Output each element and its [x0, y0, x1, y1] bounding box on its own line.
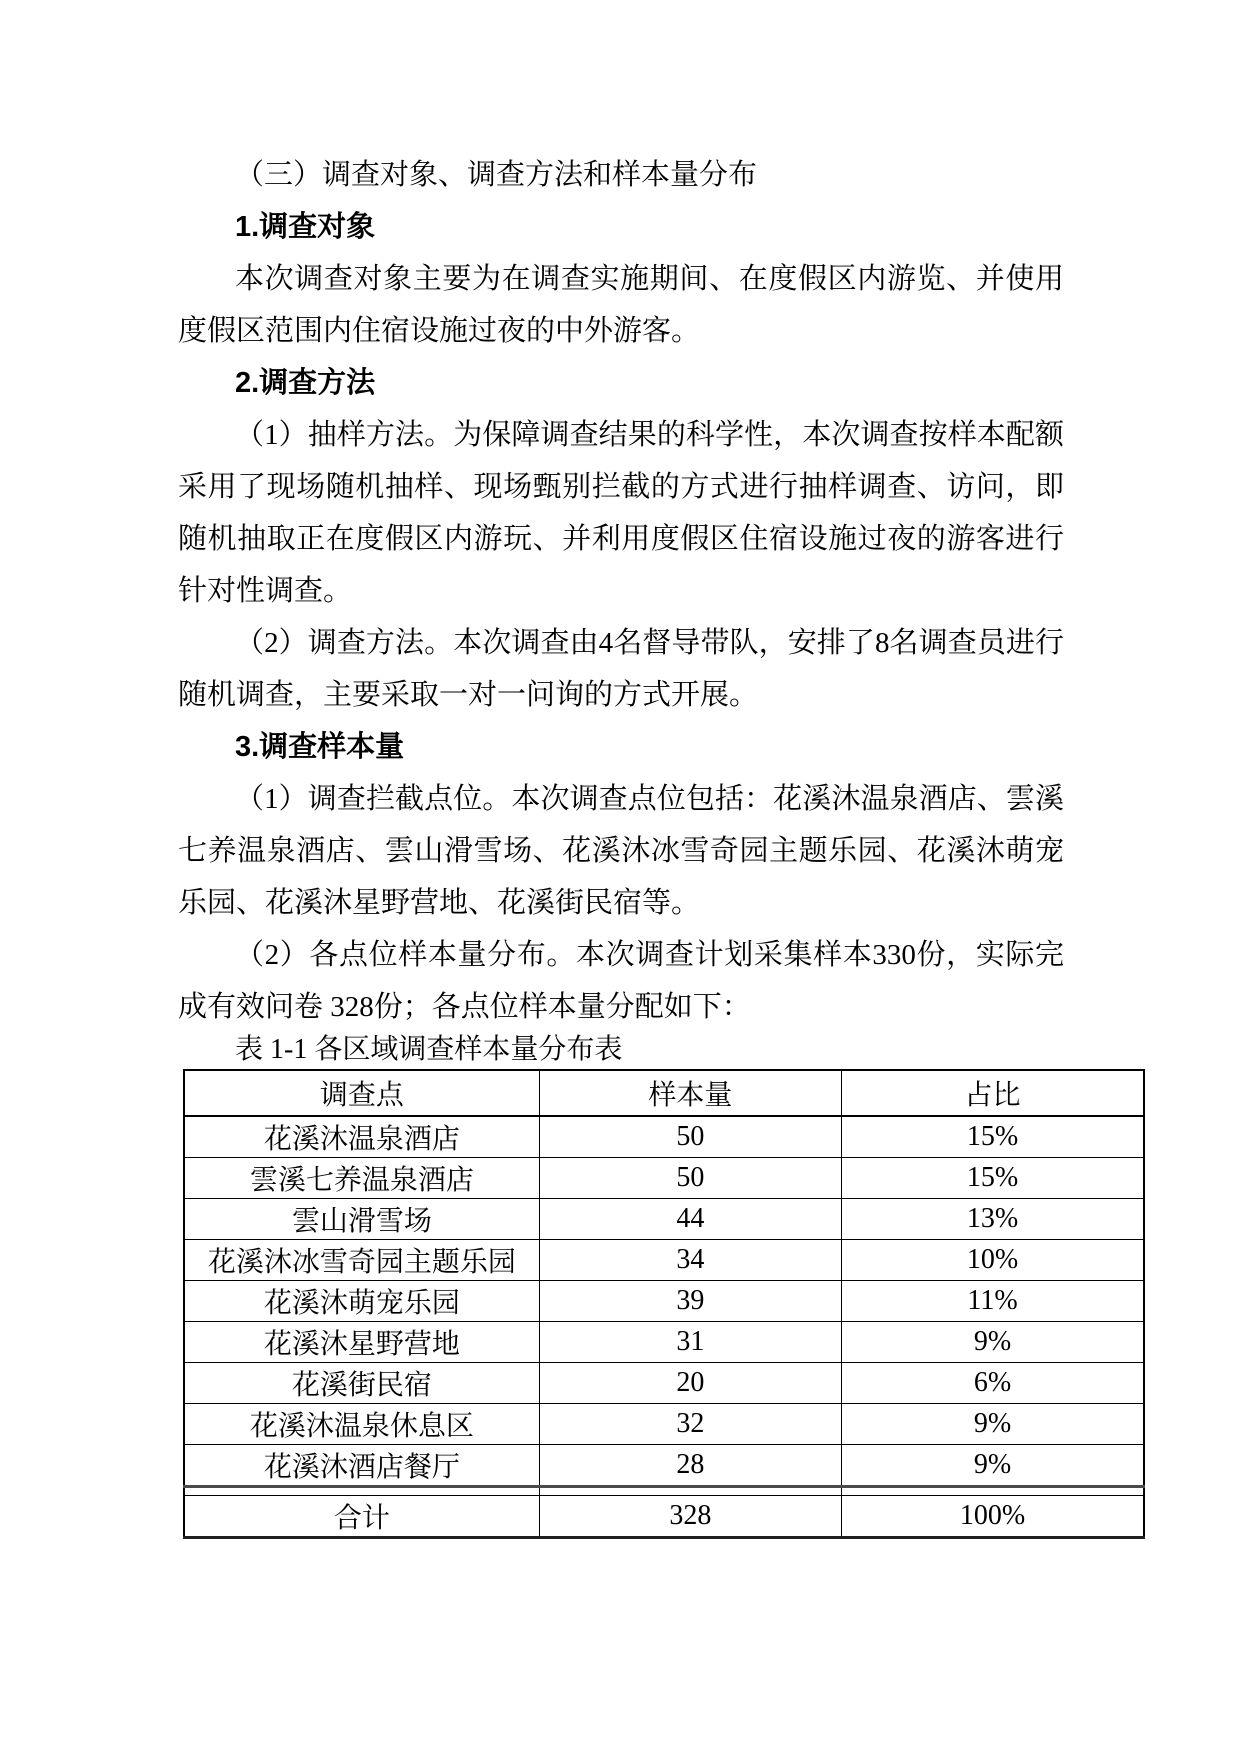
- table-row: [184, 1445, 1144, 1487]
- table-row: [184, 1158, 1144, 1199]
- table-cell: 9%: [842, 1445, 1144, 1487]
- table-cell: 6%: [842, 1363, 1144, 1404]
- table-cell: 31: [539, 1322, 841, 1363]
- paragraph-line: 随机调查，主要采取一对一问询的方式开展。: [178, 679, 759, 711]
- paragraph-line: （2）各点位样本量分布。本次调查计划采集样本330份，实际完: [235, 939, 1064, 971]
- table-cell: 雲溪七养温泉酒店: [184, 1158, 539, 1199]
- table-total-cell: 合计: [184, 1496, 539, 1538]
- table-cell: 花溪沐温泉休息区: [184, 1404, 539, 1445]
- paragraph-line: 随机抽取正在度假区内游玩、并利用度假区住宿设施过夜的游客进行: [178, 523, 1064, 555]
- paragraph-line: 采用了现场随机抽样、现场甄别拦截的方式进行抽样调查、访问，即: [178, 471, 1064, 503]
- total-separator-row: [184, 1487, 1144, 1496]
- table-row: [184, 1199, 1144, 1240]
- subsection-heading: 2.调查方法: [235, 367, 376, 399]
- table-header: [184, 1070, 1144, 1116]
- table-cell: 39: [539, 1281, 841, 1322]
- table-header-cell: 调查点: [184, 1070, 539, 1116]
- table-cell: 花溪街民宿: [184, 1363, 539, 1404]
- total-separator-cell: [842, 1487, 1144, 1496]
- paragraph-line: 成有效问卷 328份；各点位样本量分配如下：: [178, 991, 751, 1023]
- table-cell: 9%: [842, 1404, 1144, 1445]
- table-cell: 20: [539, 1363, 841, 1404]
- table-total-cell: 100%: [842, 1496, 1144, 1538]
- table-total-cell: 328: [539, 1496, 841, 1538]
- subsection-heading: 1.调查对象: [235, 211, 376, 243]
- table-cell: 32: [539, 1404, 841, 1445]
- sample-distribution-table: [183, 1069, 1145, 1539]
- table-cell: 28: [539, 1445, 841, 1487]
- paragraph-line: 本次调查对象主要为在调查实施期间、在度假区内游览、并使用: [235, 263, 1064, 295]
- table-cell: 44: [539, 1199, 841, 1240]
- table-header-row: [184, 1070, 1144, 1116]
- table-cell: 花溪沐冰雪奇园主题乐园: [184, 1240, 539, 1281]
- paragraph-line: （1）调查拦截点位。本次调查点位包括：花溪沐温泉酒店、雲溪: [235, 783, 1064, 815]
- table-body: [184, 1116, 1144, 1538]
- paragraph-line: （2）调查方法。本次调查由4名督导带队，安排了8名调查员进行: [235, 627, 1064, 659]
- total-separator-cell: [184, 1487, 539, 1496]
- table-cell: 50: [539, 1158, 841, 1199]
- total-separator-cell: [539, 1487, 841, 1496]
- document-content: [178, 149, 1064, 1539]
- table-header-cell: 样本量: [539, 1070, 841, 1116]
- paragraph-line: 乐园、花溪沐星野营地、花溪街民宿等。: [178, 887, 701, 919]
- paragraph-line: 度假区范围内住宿设施过夜的中外游客。: [178, 315, 701, 347]
- paragraph-line: 七养温泉酒店、雲山滑雪场、花溪沐冰雪奇园主题乐园、花溪沐萌宠: [178, 835, 1064, 867]
- table-cell: 13%: [842, 1199, 1144, 1240]
- table-cell: 花溪沐星野营地: [184, 1322, 539, 1363]
- document-blocks: [178, 149, 1064, 1033]
- table-cell: 花溪沐温泉酒店: [184, 1116, 539, 1158]
- table-row: [184, 1240, 1144, 1281]
- table-caption: 表 1-1 各区域调查样本量分布表: [235, 1034, 623, 1065]
- table-row: [184, 1322, 1144, 1363]
- table-cell: 11%: [842, 1281, 1144, 1322]
- section-heading: （三）调查对象、调查方法和样本量分布: [235, 159, 758, 191]
- table-cell: 50: [539, 1116, 841, 1158]
- paragraph-line: 针对性调查。: [178, 575, 353, 607]
- table-row: [184, 1116, 1144, 1158]
- table-cell: 34: [539, 1240, 841, 1281]
- table-row: [184, 1363, 1144, 1404]
- table-cell: 9%: [842, 1322, 1144, 1363]
- table-cell: 15%: [842, 1158, 1144, 1199]
- table-header-cell: 占比: [842, 1070, 1144, 1116]
- table-cell: 10%: [842, 1240, 1144, 1281]
- subsection-heading: 3.调查样本量: [235, 731, 405, 763]
- table-cell: 花溪沐酒店餐厅: [184, 1445, 539, 1487]
- paragraph-line: （1）抽样方法。为保障调查结果的科学性，本次调查按样本配额: [235, 419, 1064, 451]
- table-cell: 花溪沐萌宠乐园: [184, 1281, 539, 1322]
- table-total-row: [184, 1496, 1144, 1538]
- table-row: [184, 1404, 1144, 1445]
- table-cell: 15%: [842, 1116, 1144, 1158]
- table-cell: 雲山滑雪场: [184, 1199, 539, 1240]
- table-row: [184, 1281, 1144, 1322]
